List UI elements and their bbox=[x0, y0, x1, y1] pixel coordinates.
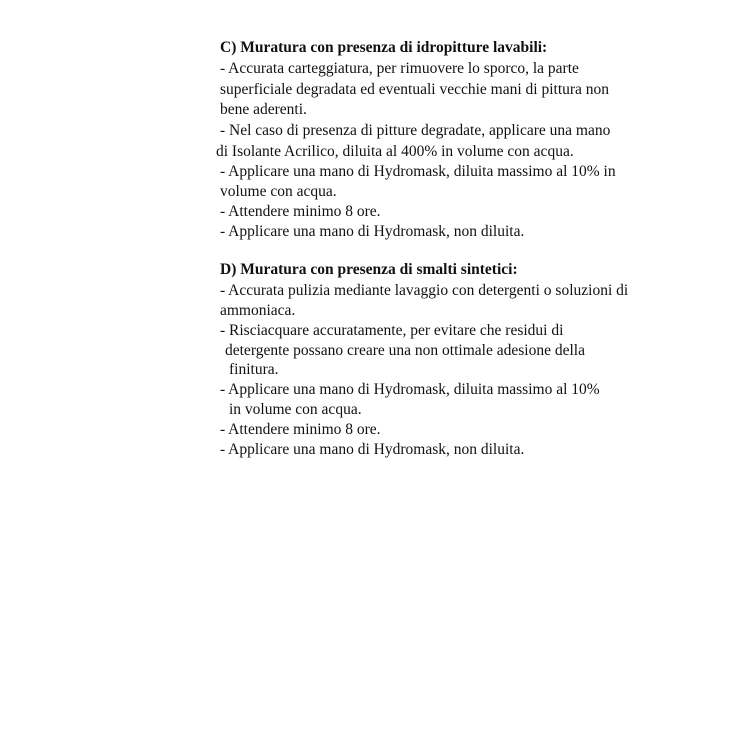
section-c-heading: C) Muratura con presenza di idropitture lavabili: bbox=[220, 39, 548, 56]
section-d-line: - Attendere minimo 8 ore. bbox=[220, 421, 381, 438]
section-d-line: in volume con acqua. bbox=[229, 401, 362, 418]
section-d-heading: D) Muratura con presenza di smalti sintetici: bbox=[220, 261, 518, 278]
section-c-line: - Attendere minimo 8 ore. bbox=[220, 203, 381, 220]
section-d-line: - Applicare una mano di Hydromask, diluita massimo al 10% bbox=[220, 381, 600, 398]
section-d-line: finitura. bbox=[229, 361, 279, 378]
section-c-line: bene aderenti. bbox=[220, 101, 307, 118]
section-d-line: - Risciacquare accuratamente, per evitare che residui di bbox=[220, 322, 564, 339]
section-c-line: - Accurata carteggiatura, per rimuovere lo sporco, la parte bbox=[220, 60, 579, 77]
section-c-line: di Isolante Acrilico, diluita al 400% in volume con acqua. bbox=[216, 143, 574, 160]
section-d-line: - Applicare una mano di Hydromask, non diluita. bbox=[220, 441, 525, 458]
section-d-line: - Accurata pulizia mediante lavaggio con detergenti o soluzioni di bbox=[220, 282, 629, 299]
section-c-line: volume con acqua. bbox=[220, 183, 337, 200]
section-c-line: - Nel caso di presenza di pitture degradate, applicare una mano bbox=[220, 122, 611, 139]
section-d-line: detergente possano creare una non ottimale adesione della bbox=[225, 342, 585, 359]
section-c-line: - Applicare una mano di Hydromask, non diluita. bbox=[220, 223, 525, 240]
section-d-line: ammoniaca. bbox=[220, 302, 296, 319]
section-c-line: superficiale degradata ed eventuali vecchie mani di pittura non bbox=[220, 81, 610, 98]
section-c-line: - Applicare una mano di Hydromask, diluita massimo al 10% in bbox=[220, 163, 616, 180]
